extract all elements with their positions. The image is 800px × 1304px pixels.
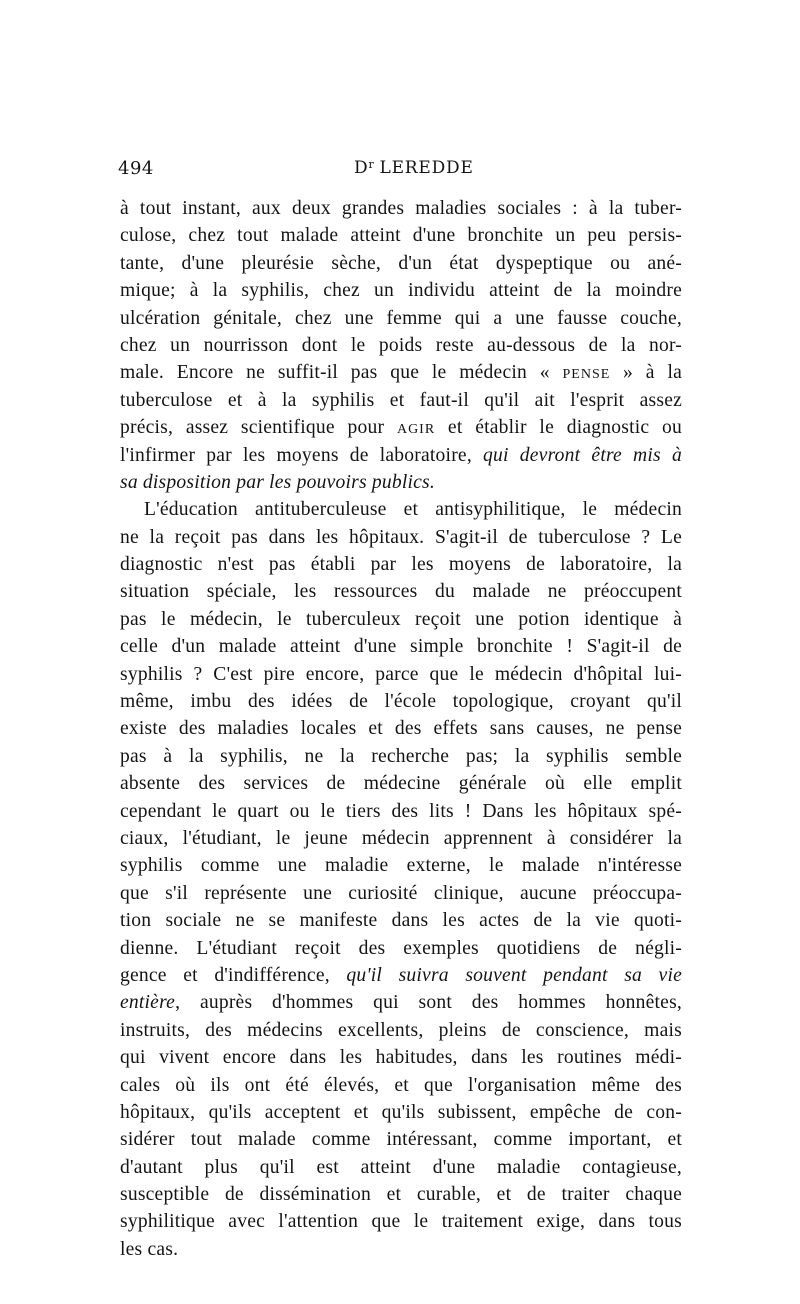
text-segment: tion sociale ne se manifeste dans les actes de la vie quoti- bbox=[120, 910, 682, 932]
text-line bbox=[120, 305, 682, 332]
text-line bbox=[120, 1017, 682, 1044]
text-segment: sidérer tout malade comme intéressant, comme important, et bbox=[120, 1129, 682, 1151]
text-line bbox=[120, 770, 682, 797]
text-segment: instruits, des médecins excellents, pleins de conscience, mais bbox=[120, 1019, 682, 1041]
text-line bbox=[120, 222, 682, 249]
italic-text: sa disposition par les pouvoirs publics. bbox=[120, 471, 435, 493]
small-caps-text: AGIR bbox=[396, 422, 436, 438]
text-line bbox=[120, 442, 682, 469]
text-segment: existe des maladies locales et des effets sans causes, ne pense bbox=[120, 718, 682, 740]
text-segment: pas à la syphilis, ne la recherche pas; la syphilis semble bbox=[120, 745, 682, 767]
text-segment: ciaux, l'étudiant, le jeune médecin apprennent à considérer la bbox=[120, 827, 682, 849]
text-segment: cependant le quart ou le tiers des lits ! Dans les hôpitaux spé- bbox=[120, 800, 682, 822]
text-line bbox=[120, 469, 682, 496]
text-segment: susceptible de dissémination et curable, et de traiter chaque bbox=[120, 1184, 682, 1206]
text-segment: à tout instant, aux deux grandes maladies sociales : à la tuber- bbox=[120, 198, 682, 219]
text-line bbox=[120, 195, 682, 222]
text-segment: dienne. L'étudiant reçoit des exemples quotidiens de négli- bbox=[120, 937, 682, 959]
text-line bbox=[120, 962, 682, 989]
text-segment: cales où ils ont été élevés, et que l'organisation même des bbox=[120, 1074, 682, 1096]
text-line bbox=[120, 1208, 682, 1235]
text-segment: que s'il représente une curiosité clinique, aucune préoccupa- bbox=[120, 882, 682, 904]
text-segment: ne la reçoit pas dans les hôpitaux. S'agit-il de tuberculose ? Le bbox=[120, 526, 682, 548]
text-segment: l'infirmer par les moyens de laboratoire, bbox=[120, 444, 484, 466]
text-segment: qui vivent encore dans les habitudes, dans les routines médi- bbox=[120, 1047, 682, 1069]
text-segment: ulcération génitale, chez une femme qui a une fausse couche, bbox=[120, 307, 682, 329]
text-line bbox=[120, 496, 682, 523]
text-segment: hôpitaux, qu'ils acceptent et qu'ils subissent, empêche de con- bbox=[120, 1101, 682, 1123]
text-line bbox=[120, 1154, 682, 1181]
text-segment: syphilitique avec l'attention que le traitement exige, dans tous bbox=[120, 1211, 682, 1233]
text-segment: même, imbu des idées de l'école topologique, croyant qu'il bbox=[120, 691, 682, 713]
text-line bbox=[120, 661, 682, 688]
text-segment: tante, d'une pleurésie sèche, d'un état dyspeptique ou ané- bbox=[120, 252, 682, 274]
running-head bbox=[354, 158, 474, 178]
text-line bbox=[120, 359, 682, 386]
italic-text: qui devront être mis à bbox=[483, 444, 682, 466]
small-caps-text: PENSE bbox=[562, 367, 611, 383]
text-line bbox=[120, 1236, 682, 1263]
text-segment: diagnostic n'est pas établi par les moyens de laboratoire, la bbox=[120, 554, 682, 576]
text-segment: male. Encore ne suffit-il pas que le médecin « bbox=[120, 362, 563, 384]
text-segment: » à la bbox=[610, 362, 682, 384]
text-line bbox=[120, 989, 682, 1016]
text-line bbox=[120, 715, 682, 742]
text-line bbox=[120, 880, 682, 907]
text-line bbox=[120, 852, 682, 879]
text-line bbox=[120, 250, 682, 277]
text-line bbox=[120, 551, 682, 578]
author-name: LEREDDE bbox=[379, 158, 474, 178]
text-line bbox=[120, 1099, 682, 1126]
text-segment: culose, chez tout malade atteint d'une bronchite un peu persis- bbox=[120, 225, 682, 247]
text-segment: pas le médecin, le tuberculeux reçoit une potion identique à bbox=[120, 608, 682, 630]
text-line bbox=[120, 414, 682, 441]
text-segment: précis, assez scientifique pour bbox=[120, 417, 397, 439]
text-segment: et établir le diagnostic ou bbox=[435, 417, 682, 439]
text-segment: celle d'un malade atteint d'une simple bronchite ! S'agit-il de bbox=[120, 636, 682, 658]
text-line bbox=[120, 1126, 682, 1153]
text-segment: tuberculose et à la syphilis et faut-il qu'il ait l'esprit assez bbox=[120, 389, 682, 411]
paragraph bbox=[120, 496, 682, 1263]
italic-text: entière bbox=[120, 992, 176, 1014]
text-segment: syphilis ? C'est pire encore, parce que le médecin d'hôpital lui- bbox=[120, 663, 682, 685]
text-line bbox=[120, 935, 682, 962]
text-line bbox=[120, 1181, 682, 1208]
text-line bbox=[120, 578, 682, 605]
text-line bbox=[120, 798, 682, 825]
text-line bbox=[120, 387, 682, 414]
text-segment: mique; à la syphilis, chez un individu atteint de la moindre bbox=[120, 280, 682, 302]
text-segment: les cas. bbox=[120, 1238, 179, 1260]
text-segment: L'éducation antituberculeuse et antisyphilitique, le médecin bbox=[144, 499, 682, 521]
text-segment: d'autant plus qu'il est atteint d'une maladie contagieuse, bbox=[120, 1156, 682, 1178]
text-line bbox=[120, 277, 682, 304]
text-line bbox=[120, 907, 682, 934]
text-line bbox=[120, 332, 682, 359]
author-prefix: D bbox=[354, 158, 369, 178]
paragraph bbox=[120, 195, 682, 496]
text-line bbox=[120, 633, 682, 660]
page-number: 494 bbox=[118, 158, 154, 179]
text-segment: situation spéciale, les ressources du malade ne préoccupent bbox=[120, 581, 682, 603]
text-line bbox=[120, 688, 682, 715]
text-line bbox=[120, 1072, 682, 1099]
text-line bbox=[120, 825, 682, 852]
text-segment: gence et d'indifférence, bbox=[120, 964, 347, 986]
text-segment: chez un nourrisson dont le poids reste au-dessous de la nor- bbox=[120, 334, 682, 356]
text-segment: syphilis comme une maladie externe, le malade n'intéresse bbox=[120, 855, 682, 877]
text-segment: , auprès d'hommes qui sont des hommes honnêtes, bbox=[175, 992, 682, 1014]
text-line bbox=[120, 1044, 682, 1071]
text-line bbox=[120, 524, 682, 551]
author-prefix-superscript: r bbox=[368, 158, 375, 171]
page-header bbox=[118, 158, 684, 188]
body-text bbox=[120, 195, 682, 1263]
text-segment: absente des services de médecine générale où elle emplit bbox=[120, 773, 682, 795]
text-line bbox=[120, 606, 682, 633]
text-line bbox=[120, 743, 682, 770]
italic-text: qu'il suivra souvent pendant sa vie bbox=[346, 964, 682, 986]
